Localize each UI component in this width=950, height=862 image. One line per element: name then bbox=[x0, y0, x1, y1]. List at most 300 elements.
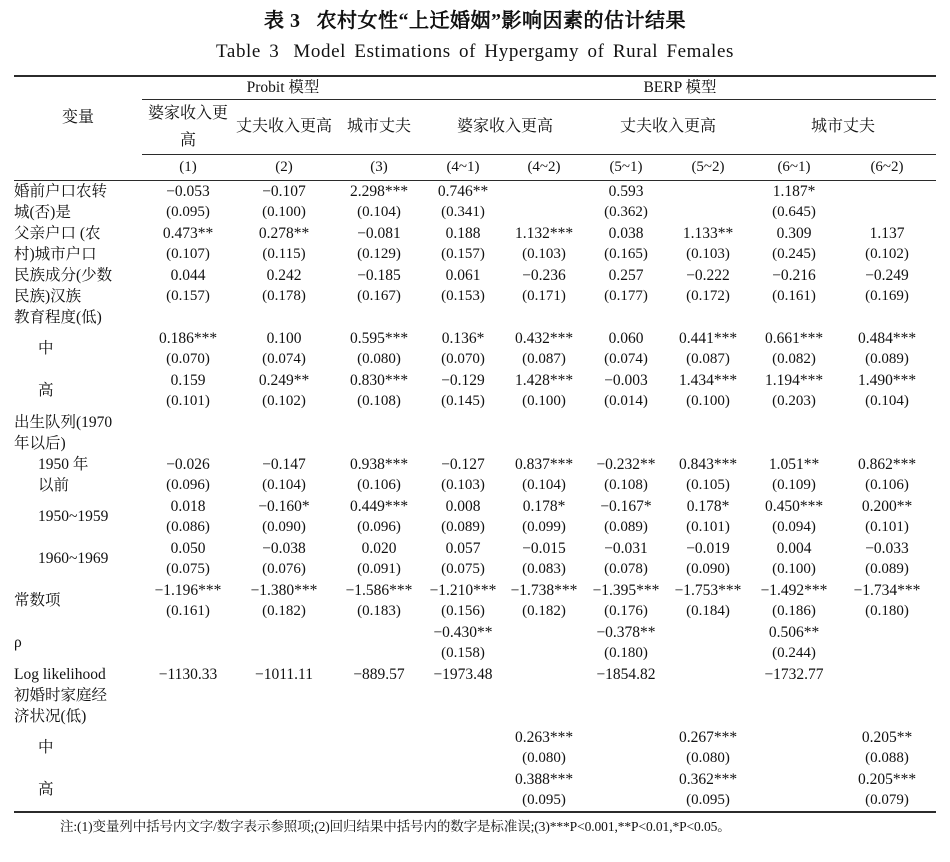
coefficient-cell: 0.008 bbox=[445, 497, 481, 515]
table-row bbox=[14, 622, 936, 643]
std-error-cell: (0.102) bbox=[262, 392, 306, 409]
std-error-cell: (0.244) bbox=[772, 644, 816, 661]
coefficient-cell: −0.216 bbox=[772, 266, 816, 284]
empty-cell bbox=[424, 706, 502, 727]
header-group-row bbox=[14, 77, 936, 100]
std-error-cell: (0.079) bbox=[865, 791, 909, 808]
std-error-cell bbox=[750, 748, 838, 769]
std-error-cell bbox=[666, 202, 750, 223]
coefficient-cell: 0.159 bbox=[170, 371, 206, 389]
coefficient-cell: −0.160* bbox=[258, 497, 310, 515]
table-note: 注:(1)变量列中括号内文字/数字表示参照项;(2)回归结果中括号内的数字是标准误;(3)***P<0.001,**P<0.01,*P<0.05。 bbox=[60, 818, 731, 834]
coefficient-cell: −1.734*** bbox=[853, 581, 921, 599]
std-error-cell: (0.106) bbox=[357, 476, 401, 493]
std-error-cell: (0.108) bbox=[604, 476, 648, 493]
std-error-cell bbox=[838, 202, 936, 223]
coefficient-cell: −0.232** bbox=[596, 455, 656, 473]
std-error-cell: (0.080) bbox=[357, 350, 401, 367]
std-error-cell: (0.089) bbox=[865, 560, 909, 577]
coefficient-cell: −0.236 bbox=[522, 266, 566, 284]
std-error-cell: (0.107) bbox=[166, 245, 210, 262]
coefficient-cell: −0.033 bbox=[865, 539, 909, 557]
coefficient-cell: −1.196*** bbox=[154, 581, 222, 599]
table-row bbox=[14, 265, 936, 286]
coefficient-cell: −0.031 bbox=[604, 539, 648, 557]
coefficient-cell: −0.107 bbox=[262, 182, 306, 200]
coefficient-cell bbox=[666, 664, 750, 685]
row-label: 中 bbox=[38, 340, 54, 358]
std-error-cell: (0.161) bbox=[772, 287, 816, 304]
table-row bbox=[14, 307, 936, 328]
empty-cell bbox=[142, 706, 234, 727]
coefficient-cell: 1.490*** bbox=[857, 371, 917, 389]
std-error-cell: (0.158) bbox=[441, 644, 485, 661]
coefficient-cell: 0.843*** bbox=[678, 455, 738, 473]
std-error-cell bbox=[750, 790, 838, 812]
coefficient-cell: 0.020 bbox=[361, 539, 397, 557]
std-error-cell: (0.089) bbox=[865, 350, 909, 367]
table-row bbox=[14, 202, 936, 223]
std-error-cell: (0.182) bbox=[522, 602, 566, 619]
empty-cell bbox=[334, 685, 424, 706]
empty-cell bbox=[502, 307, 586, 328]
row-label-line: 出生队列(1970 bbox=[14, 413, 113, 431]
std-error-cell: (0.157) bbox=[166, 287, 210, 304]
std-error-cell: (0.341) bbox=[441, 203, 485, 220]
std-error-cell: (0.100) bbox=[686, 392, 730, 409]
std-error-cell: (0.145) bbox=[441, 392, 485, 409]
std-error-cell: (0.076) bbox=[262, 560, 306, 577]
coefficient-cell bbox=[334, 727, 424, 748]
subheader-berp-urban-husband: 城市丈夫 bbox=[750, 99, 936, 154]
coefficient-cell: 0.267*** bbox=[678, 728, 738, 746]
coefficient-cell: −1130.33 bbox=[158, 665, 218, 683]
coefficient-cell: 0.441*** bbox=[678, 329, 738, 347]
subheader-probit-husband-income: 丈夫收入更高 bbox=[234, 99, 334, 154]
column-number-5-2: (5~2) bbox=[691, 158, 725, 175]
table-title-english-text: Model Estimations of Hypergamy of Rural Females bbox=[293, 41, 734, 62]
coefficient-cell: −0.185 bbox=[357, 266, 401, 284]
coefficient-cell: 0.661*** bbox=[764, 329, 824, 347]
group-header-berp: BERP 模型 bbox=[424, 77, 936, 100]
std-error-cell: (0.167) bbox=[357, 287, 401, 304]
std-error-cell: (0.645) bbox=[772, 203, 816, 220]
coefficient-cell bbox=[334, 769, 424, 790]
std-error-cell: (0.245) bbox=[772, 245, 816, 262]
column-number-6-2: (6~2) bbox=[870, 158, 904, 175]
std-error-cell: (0.070) bbox=[441, 350, 485, 367]
column-number-1: (1) bbox=[179, 158, 197, 175]
coefficient-cell: 0.593 bbox=[608, 182, 644, 200]
std-error-cell: (0.088) bbox=[865, 749, 909, 766]
empty-cell bbox=[424, 685, 502, 706]
empty-cell bbox=[424, 412, 502, 433]
std-error-cell bbox=[502, 643, 586, 664]
table-row bbox=[14, 328, 936, 349]
column-number-6-1: (6~1) bbox=[777, 158, 811, 175]
std-error-cell bbox=[234, 748, 334, 769]
coefficient-cell: −0.003 bbox=[604, 371, 648, 389]
coefficient-cell: 0.178* bbox=[686, 497, 730, 515]
coefficient-cell: 0.388*** bbox=[514, 770, 574, 788]
std-error-cell: (0.075) bbox=[441, 560, 485, 577]
row-label-line: 婚前户口农转 bbox=[14, 182, 108, 200]
coefficient-cell bbox=[586, 727, 666, 748]
coefficient-cell: 0.257 bbox=[608, 266, 644, 284]
table-row bbox=[14, 538, 936, 559]
subheader-probit-urban-husband: 城市丈夫 bbox=[334, 99, 424, 154]
coefficient-cell bbox=[142, 622, 234, 643]
header-subgroup-row bbox=[14, 99, 936, 154]
table-row bbox=[14, 664, 936, 685]
coefficient-cell: 0.242 bbox=[266, 266, 302, 284]
coefficient-cell: −1011.11 bbox=[255, 665, 313, 683]
table-row bbox=[14, 706, 936, 727]
estimation-results-table bbox=[14, 75, 936, 813]
table-row bbox=[14, 496, 936, 517]
coefficient-cell: 0.057 bbox=[445, 539, 481, 557]
empty-cell bbox=[586, 685, 666, 706]
coefficient-cell: −0.081 bbox=[357, 224, 401, 242]
std-error-cell: (0.177) bbox=[604, 287, 648, 304]
std-error-cell bbox=[586, 790, 666, 812]
coefficient-cell: 0.862*** bbox=[857, 455, 917, 473]
coefficient-cell: 1.137 bbox=[869, 224, 905, 242]
std-error-cell: (0.106) bbox=[865, 476, 909, 493]
std-error-cell: (0.104) bbox=[865, 392, 909, 409]
std-error-cell: (0.108) bbox=[357, 392, 401, 409]
std-error-cell bbox=[838, 643, 936, 664]
std-error-cell: (0.180) bbox=[604, 644, 648, 661]
row-label: 1960~1969 bbox=[38, 550, 109, 568]
empty-cell bbox=[586, 307, 666, 328]
std-error-cell: (0.075) bbox=[166, 560, 210, 577]
coefficient-cell: −0.249 bbox=[865, 266, 909, 284]
table-row bbox=[14, 454, 936, 475]
coefficient-cell: −0.053 bbox=[166, 182, 210, 200]
coefficient-cell: 0.004 bbox=[776, 539, 812, 557]
coefficient-cell: 1.132*** bbox=[514, 224, 574, 242]
coefficient-cell bbox=[502, 664, 586, 685]
column-number-4-1: (4~1) bbox=[446, 158, 480, 175]
empty-cell bbox=[334, 706, 424, 727]
empty-cell bbox=[142, 433, 234, 454]
empty-cell bbox=[142, 412, 234, 433]
coefficient-cell: 0.837*** bbox=[514, 455, 574, 473]
table-row bbox=[14, 685, 936, 706]
std-error-cell: (0.101) bbox=[865, 518, 909, 535]
coefficient-cell: −1854.82 bbox=[596, 665, 656, 683]
std-error-cell bbox=[334, 643, 424, 664]
coefficient-cell: −1.586*** bbox=[345, 581, 413, 599]
coefficient-cell bbox=[234, 727, 334, 748]
std-error-cell: (0.086) bbox=[166, 518, 210, 535]
coefficient-cell: −0.430** bbox=[433, 623, 493, 641]
row-label: 常数项 bbox=[14, 592, 61, 610]
coefficient-cell: −0.015 bbox=[522, 539, 566, 557]
coefficient-cell bbox=[424, 727, 502, 748]
coefficient-cell: 0.830*** bbox=[349, 371, 409, 389]
table-row bbox=[14, 559, 936, 580]
std-error-cell bbox=[234, 643, 334, 664]
group-header-probit: Probit 模型 bbox=[142, 77, 424, 100]
std-error-cell bbox=[142, 643, 234, 664]
coefficient-cell bbox=[424, 769, 502, 790]
empty-cell bbox=[838, 412, 936, 433]
empty-cell bbox=[586, 433, 666, 454]
coefficient-cell bbox=[234, 622, 334, 643]
std-error-cell: (0.109) bbox=[772, 476, 816, 493]
empty-cell bbox=[666, 433, 750, 454]
coefficient-cell bbox=[334, 622, 424, 643]
coefficient-cell: 0.205** bbox=[861, 728, 913, 746]
table-row bbox=[14, 601, 936, 622]
table-number-chinese: 表 3 bbox=[264, 10, 301, 32]
std-error-cell: (0.104) bbox=[522, 476, 566, 493]
empty-cell bbox=[838, 685, 936, 706]
empty-cell bbox=[750, 412, 838, 433]
coefficient-cell bbox=[502, 622, 586, 643]
column-number-2: (2) bbox=[275, 158, 293, 175]
column-number-3: (3) bbox=[370, 158, 388, 175]
coefficient-cell: −1973.48 bbox=[433, 665, 493, 683]
std-error-cell: (0.169) bbox=[865, 287, 909, 304]
coefficient-cell: 0.038 bbox=[608, 224, 644, 242]
coefficient-cell bbox=[750, 769, 838, 790]
row-label: 高 bbox=[38, 382, 54, 400]
coefficient-cell bbox=[586, 769, 666, 790]
coefficient-cell: −0.222 bbox=[686, 266, 730, 284]
coefficient-cell: 0.018 bbox=[170, 497, 206, 515]
std-error-cell: (0.115) bbox=[262, 245, 306, 262]
coefficient-cell: −1.395*** bbox=[592, 581, 660, 599]
coefficient-cell bbox=[838, 622, 936, 643]
row-label-line: 村)城市户口 bbox=[14, 245, 97, 263]
std-error-cell: (0.089) bbox=[441, 518, 485, 535]
std-error-cell bbox=[424, 748, 502, 769]
std-error-cell bbox=[586, 748, 666, 769]
table-title-english bbox=[14, 34, 936, 64]
std-error-cell: (0.100) bbox=[262, 203, 306, 220]
table-row bbox=[14, 727, 936, 748]
std-error-cell: (0.172) bbox=[686, 287, 730, 304]
std-error-cell: (0.183) bbox=[357, 602, 401, 619]
std-error-cell bbox=[142, 790, 234, 812]
empty-cell bbox=[666, 706, 750, 727]
std-error-cell: (0.161) bbox=[166, 602, 210, 619]
empty-cell bbox=[750, 706, 838, 727]
coefficient-cell: 0.200** bbox=[861, 497, 913, 515]
std-error-cell: (0.100) bbox=[522, 392, 566, 409]
variable-column-header: 变量 bbox=[61, 109, 94, 126]
empty-cell bbox=[234, 706, 334, 727]
std-error-cell: (0.203) bbox=[772, 392, 816, 409]
coefficient-cell: 0.449*** bbox=[349, 497, 409, 515]
coefficient-cell: 0.506** bbox=[768, 623, 820, 641]
std-error-cell: (0.100) bbox=[772, 560, 816, 577]
std-error-cell: (0.087) bbox=[522, 350, 566, 367]
coefficient-cell: 2.298*** bbox=[349, 182, 409, 200]
coefficient-cell: −1732.77 bbox=[764, 665, 824, 683]
table-row bbox=[14, 412, 936, 433]
empty-cell bbox=[234, 412, 334, 433]
coefficient-cell: 1.434*** bbox=[678, 371, 738, 389]
row-label-line: 1950 年 bbox=[38, 455, 89, 473]
std-error-cell bbox=[424, 790, 502, 812]
table-row bbox=[14, 790, 936, 812]
empty-cell bbox=[142, 685, 234, 706]
coefficient-cell: 0.061 bbox=[445, 266, 481, 284]
std-error-cell: (0.186) bbox=[772, 602, 816, 619]
empty-cell bbox=[750, 307, 838, 328]
row-label-line: 年以后) bbox=[14, 434, 66, 452]
table-row bbox=[14, 748, 936, 769]
std-error-cell bbox=[334, 790, 424, 812]
std-error-cell: (0.099) bbox=[522, 518, 566, 535]
std-error-cell: (0.156) bbox=[441, 602, 485, 619]
coefficient-cell: 0.362*** bbox=[678, 770, 738, 788]
coefficient-cell: 0.278** bbox=[258, 224, 310, 242]
empty-cell bbox=[502, 412, 586, 433]
coefficient-cell: 0.205*** bbox=[857, 770, 917, 788]
std-error-cell bbox=[234, 790, 334, 812]
coefficient-cell: 0.060 bbox=[608, 329, 644, 347]
coefficient-cell: 0.249** bbox=[258, 371, 310, 389]
coefficient-cell: 1.133** bbox=[682, 224, 734, 242]
table-row bbox=[14, 769, 936, 790]
empty-cell bbox=[502, 706, 586, 727]
subheader-probit-inlaw-income: 婆家收入更高 bbox=[142, 99, 234, 154]
std-error-cell: (0.176) bbox=[604, 602, 648, 619]
row-label: 高 bbox=[38, 781, 54, 799]
std-error-cell: (0.074) bbox=[262, 350, 306, 367]
empty-cell bbox=[334, 412, 424, 433]
empty-cell bbox=[750, 685, 838, 706]
coefficient-cell: −1.210*** bbox=[429, 581, 497, 599]
std-error-cell: (0.082) bbox=[772, 350, 816, 367]
std-error-cell: (0.091) bbox=[357, 560, 401, 577]
subheader-berp-inlaw-income: 婆家收入更高 bbox=[424, 99, 586, 154]
table-row bbox=[14, 580, 936, 601]
std-error-cell: (0.182) bbox=[262, 602, 306, 619]
coefficient-cell: 0.484*** bbox=[857, 329, 917, 347]
empty-cell bbox=[838, 706, 936, 727]
row-label: 中 bbox=[38, 739, 54, 757]
coefficient-cell: 0.100 bbox=[266, 329, 302, 347]
std-error-cell: (0.153) bbox=[441, 287, 485, 304]
coefficient-cell bbox=[750, 727, 838, 748]
row-label: 1950~1959 bbox=[38, 508, 109, 526]
std-error-cell: (0.014) bbox=[604, 392, 648, 409]
table-row bbox=[14, 643, 936, 664]
row-label-line: 民族成分(少数 bbox=[14, 266, 113, 284]
coefficient-cell: 0.432*** bbox=[514, 329, 574, 347]
coefficient-cell: 0.938*** bbox=[349, 455, 409, 473]
coefficient-cell: −1.492*** bbox=[760, 581, 828, 599]
empty-cell bbox=[234, 685, 334, 706]
table-row bbox=[14, 349, 936, 370]
table-row bbox=[14, 475, 936, 496]
empty-cell bbox=[502, 685, 586, 706]
empty-cell bbox=[502, 433, 586, 454]
std-error-cell: (0.095) bbox=[686, 791, 730, 808]
coefficient-cell: 0.309 bbox=[776, 224, 812, 242]
std-error-cell bbox=[502, 202, 586, 223]
std-error-cell: (0.080) bbox=[522, 749, 566, 766]
column-number-4-2: (4~2) bbox=[527, 158, 561, 175]
table-row bbox=[14, 370, 936, 391]
coefficient-cell: 0.450*** bbox=[764, 497, 824, 515]
row-label-line: 济状况(低) bbox=[14, 707, 87, 725]
table-number-english: Table 3 bbox=[216, 41, 280, 62]
std-error-cell: (0.105) bbox=[686, 476, 730, 493]
std-error-cell: (0.096) bbox=[166, 476, 210, 493]
table-row bbox=[14, 286, 936, 307]
std-error-cell: (0.104) bbox=[357, 203, 401, 220]
std-error-cell: (0.089) bbox=[604, 518, 648, 535]
coefficient-cell bbox=[502, 181, 586, 202]
std-error-cell: (0.087) bbox=[686, 350, 730, 367]
row-label-line: 城(否)是 bbox=[14, 203, 71, 221]
table-title-chinese-text: 农村女性“上迁婚姻”影响因素的估计结果 bbox=[316, 10, 686, 32]
std-error-cell: (0.171) bbox=[522, 287, 566, 304]
coefficient-cell: 0.044 bbox=[170, 266, 206, 284]
coefficient-cell: 0.746** bbox=[437, 182, 489, 200]
coefficient-cell: −0.167* bbox=[600, 497, 652, 515]
std-error-cell: (0.362) bbox=[604, 203, 648, 220]
coefficient-cell: −1.380*** bbox=[250, 581, 318, 599]
coefficient-cell bbox=[234, 769, 334, 790]
coefficient-cell: −0.147 bbox=[262, 455, 306, 473]
empty-cell bbox=[142, 307, 234, 328]
std-error-cell: (0.104) bbox=[262, 476, 306, 493]
coefficient-cell: −889.57 bbox=[353, 665, 405, 683]
coefficient-cell: 0.050 bbox=[170, 539, 206, 557]
coefficient-cell: 1.194*** bbox=[764, 371, 824, 389]
row-label-line: 民族)汉族 bbox=[14, 287, 82, 305]
subheader-berp-husband-income: 丈夫收入更高 bbox=[586, 99, 750, 154]
coefficient-cell bbox=[838, 664, 936, 685]
std-error-cell: (0.103) bbox=[686, 245, 730, 262]
row-label: 教育程度(低) bbox=[14, 308, 102, 326]
std-error-cell: (0.101) bbox=[686, 518, 730, 535]
std-error-cell: (0.095) bbox=[522, 791, 566, 808]
std-error-cell: (0.103) bbox=[522, 245, 566, 262]
coefficient-cell: 0.186*** bbox=[158, 329, 218, 347]
table-row bbox=[14, 517, 936, 538]
std-error-cell: (0.094) bbox=[772, 518, 816, 535]
coefficient-cell: 0.136* bbox=[441, 329, 485, 347]
coefficient-cell: −0.378** bbox=[596, 623, 656, 641]
std-error-cell bbox=[334, 748, 424, 769]
std-error-cell: (0.103) bbox=[441, 476, 485, 493]
column-number-blank bbox=[14, 154, 142, 180]
std-error-cell: (0.083) bbox=[522, 560, 566, 577]
coefficient-cell: 0.595*** bbox=[349, 329, 409, 347]
std-error-cell: (0.102) bbox=[865, 245, 909, 262]
coefficient-cell bbox=[666, 622, 750, 643]
std-error-cell: (0.129) bbox=[357, 245, 401, 262]
coefficient-cell: −1.753*** bbox=[674, 581, 742, 599]
std-error-cell: (0.101) bbox=[166, 392, 210, 409]
empty-cell bbox=[424, 307, 502, 328]
empty-cell bbox=[666, 412, 750, 433]
row-label-line: 初婚时家庭经 bbox=[14, 686, 108, 704]
std-error-cell: (0.165) bbox=[604, 245, 648, 262]
coefficient-cell: −0.038 bbox=[262, 539, 306, 557]
coefficient-cell: 1.187* bbox=[772, 182, 816, 200]
std-error-cell: (0.184) bbox=[686, 602, 730, 619]
